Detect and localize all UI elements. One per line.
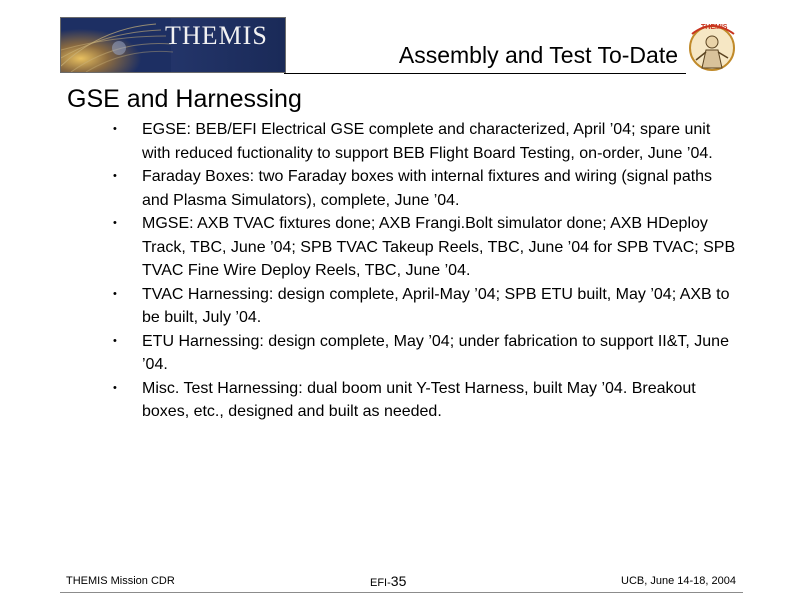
bullet-text: Misc. Test Harnessing: dual boom unit Y-Test Harness, built May ’04. Breakout boxes, etc., designed and built as needed. bbox=[142, 379, 696, 420]
mascot-label: THEMIS bbox=[701, 24, 728, 31]
bullet-marker: • bbox=[113, 123, 117, 135]
page-number-value: 35 bbox=[390, 573, 407, 589]
bullet-text: ETU Harnessing: design complete, May ’04; under fabrication to support II&T, June ’04. bbox=[142, 332, 729, 373]
slide-title: Assembly and Test To-Date bbox=[398, 42, 678, 68]
footer-date: UCB, June 14-18, 2004 bbox=[621, 575, 736, 587]
bullet-marker: • bbox=[113, 381, 117, 394]
bullet-list bbox=[0, 118, 792, 424]
page-prefix: EFI- bbox=[370, 577, 391, 589]
themis-logo bbox=[60, 17, 286, 73]
bullet-marker: • bbox=[113, 334, 117, 347]
bullet-marker: • bbox=[113, 217, 117, 229]
bullet-marker: • bbox=[113, 287, 117, 300]
list-item bbox=[0, 165, 742, 212]
list-item bbox=[0, 212, 742, 283]
footer-page-number bbox=[370, 574, 406, 590]
bullet-text: Faraday Boxes: two Faraday boxes with internal fixtures and wiring (signal paths and Plasma Simulators), complete, June ’04. bbox=[142, 168, 713, 209]
bullet-text: MGSE: AXB TVAC fixtures done; AXB Frangi.Bolt simulator done; AXB HDeploy Track, TBC, June ’04; SPB TVAC Takeup Reels, TBC, June ’04 for SPB TVAC; SPB TVAC Fine Wire Deploy Reels, TBC, June ’04. bbox=[142, 215, 736, 279]
footer-divider bbox=[60, 592, 743, 593]
logo-wordmark: THEMIS bbox=[165, 21, 268, 50]
title-divider bbox=[284, 73, 686, 74]
bullet-marker: • bbox=[113, 170, 117, 182]
themis-mascot-emblem bbox=[682, 20, 742, 80]
list-item bbox=[0, 283, 742, 330]
section-heading: GSE and Harnessing bbox=[67, 85, 302, 113]
list-item bbox=[0, 330, 742, 377]
list-item bbox=[0, 118, 742, 165]
list-item bbox=[0, 377, 742, 424]
bullet-text: TVAC Harnessing: design complete, April-May ’04; SPB ETU built, May ’04; AXB to be built, July ’04. bbox=[142, 285, 730, 326]
footer-mission-name: THEMIS Mission CDR bbox=[66, 575, 175, 587]
bullet-text: EGSE: BEB/EFI Electrical GSE complete and characterized, April ’04; spare unit with reduced fuctionality to support BEB Flight Board Testing, on-order, June ’04. bbox=[142, 121, 713, 162]
